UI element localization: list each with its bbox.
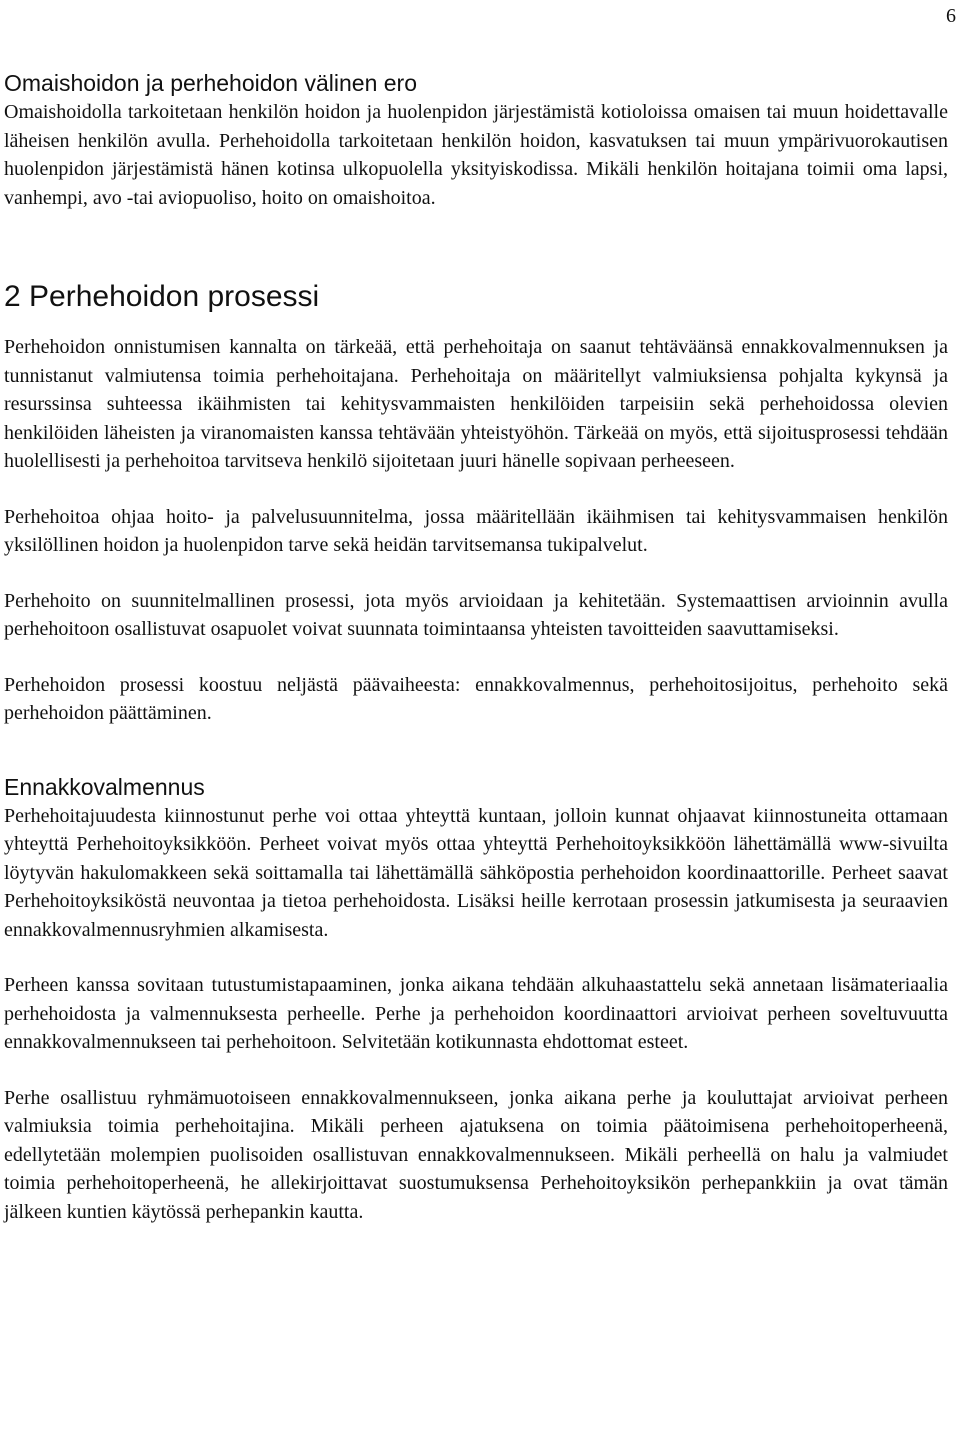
paragraph: Omaishoidolla tarkoitetaan henkilön hoidon ja huolenpidon järjestämistä kotioloissa omaisen tai muun hoidettavalle läheisen henkilön avulla. Perhehoidolla tarkoitetaan henkilön hoidon, kasvatuksen tai muun ympärivuorokautisen huolenpidon järjestämistä hänen kotinsa ulkopuolella yksityiskodissa. Mikäli henkilön hoitajana toimii oma lapsi, vanhempi, avo -tai aviopuoliso, hoito on omaishoitoa.	[4, 101, 948, 209]
paragraph: Perhehoidon prosessi koostuu neljästä päävaiheesta: ennakkovalmennus, perhehoitosijoitus, perhehoito sekä perhehoidon päättäminen.	[4, 673, 948, 724]
paragraph: Perhehoidon onnistumisen kannalta on tärkeää, että perhehoitaja on saanut tehtäväänsä ennakkovalmennuksen ja tunnistanut valmiutensa toimia perhehoitajana. Perhehoitaja on määritellyt valmiuksiensa pohjalta kykynsä ja resurssinsa suhteessa ikäihmisten tai kehitysvammaisten henkilöiden tarpeisiin sekä perhehoidossa olevien henkilöiden läheisten ja viranomaisten kanssa tehtävään yhteistyöhön. Tärkeää on myös, että sijoitusprosessi tehdään huolellisesti ja perhehoitoa tarvitseva henkilö sijoitetaan juuri hänelle sopivaan perheeseen.	[4, 336, 948, 472]
paragraph: Perhe osallistuu ryhmämuotoiseen ennakkovalmennukseen, jonka aikana perhe ja kouluttajat arvioivat perheen valmiuksia toimia perhehoitajina. Mikäli perheen ajatuksena on toimia päätoimisena perhehoitoperheenä, edellytetään molempien puolisoiden osallistuvan ennakkovalmennukseen. Mikäli perheellä on halu ja valmiudet toimia perhehoitoperheenä, he allekirjoittavat suostumuksensa Perhehoitoyksikön perhepankkiin ja ovat tämän jälkeen kuntien käytössä perhepankin kautta.	[4, 1086, 948, 1223]
paragraph: Perhehoito on suunnitelmallinen prosessi, jota myös arvioidaan ja kehitetään. Systemaattisen arvioinnin avulla perhehoitoon osallistuvat osapuolet voivat suunnata toimintaansa yhteisten tavoitteiden saavuttamiseksi.	[4, 589, 948, 640]
chapter-heading-perhehoidon-prosessi: 2 Perhehoidon prosessi	[4, 280, 320, 313]
section-heading-omaishoito: Omaishoidon ja perhehoidon välinen ero	[4, 70, 418, 96]
paragraph: Perhehoitajuudesta kiinnostunut perhe voi ottaa yhteyttä kuntaan, jolloin kunnat ohjaavat kiinnostuneita ottamaan yhteyttä Perhehoitoyksikköön. Perheet voivat myös ottaa yhteyttä Perhehoitoyksikköön lähettämällä www-sivuilta löytyvän hakulomakkeen sekä soittamalla tai lähettämällä sähköpostia perhehoidon koordinaattorille. Perheet saavat Perhehoitoyksiköstä neuvontaa ja tietoa perhehoidosta. Lisäksi heille kerrotaan prosessin jatkumisesta ja seuraavien ennakkovalmennusryhmien alkamisesta.	[4, 804, 948, 941]
paragraph: Perhehoitoa ohjaa hoito- ja palvelusuunnitelma, jossa määritellään ikäihmisen tai kehitysvammaisen henkilön yksilöllinen hoidon ja huolenpidon tarve sekä heidän tarvitsemansa tukipalvelut.	[4, 505, 948, 556]
section-heading-ennakkovalmennus: Ennakkovalmennus	[4, 773, 205, 800]
document-body	[4, 68, 948, 1226]
page-number: 6	[946, 5, 956, 27]
paragraph: Perheen kanssa sovitaan tutustumistapaaminen, jonka aikana tehdään alkuhaastattelu sekä annetaan lisämateriaalia perhehoidosta ja valmennuksesta perheelle. Perhe ja perhehoidon koordinaattori arvioivat perheen soveltuvuutta ennakkovalmennukseen tai perhehoitoon. Selvitetään kotikunnasta ehdottomat esteet.	[4, 974, 948, 1053]
